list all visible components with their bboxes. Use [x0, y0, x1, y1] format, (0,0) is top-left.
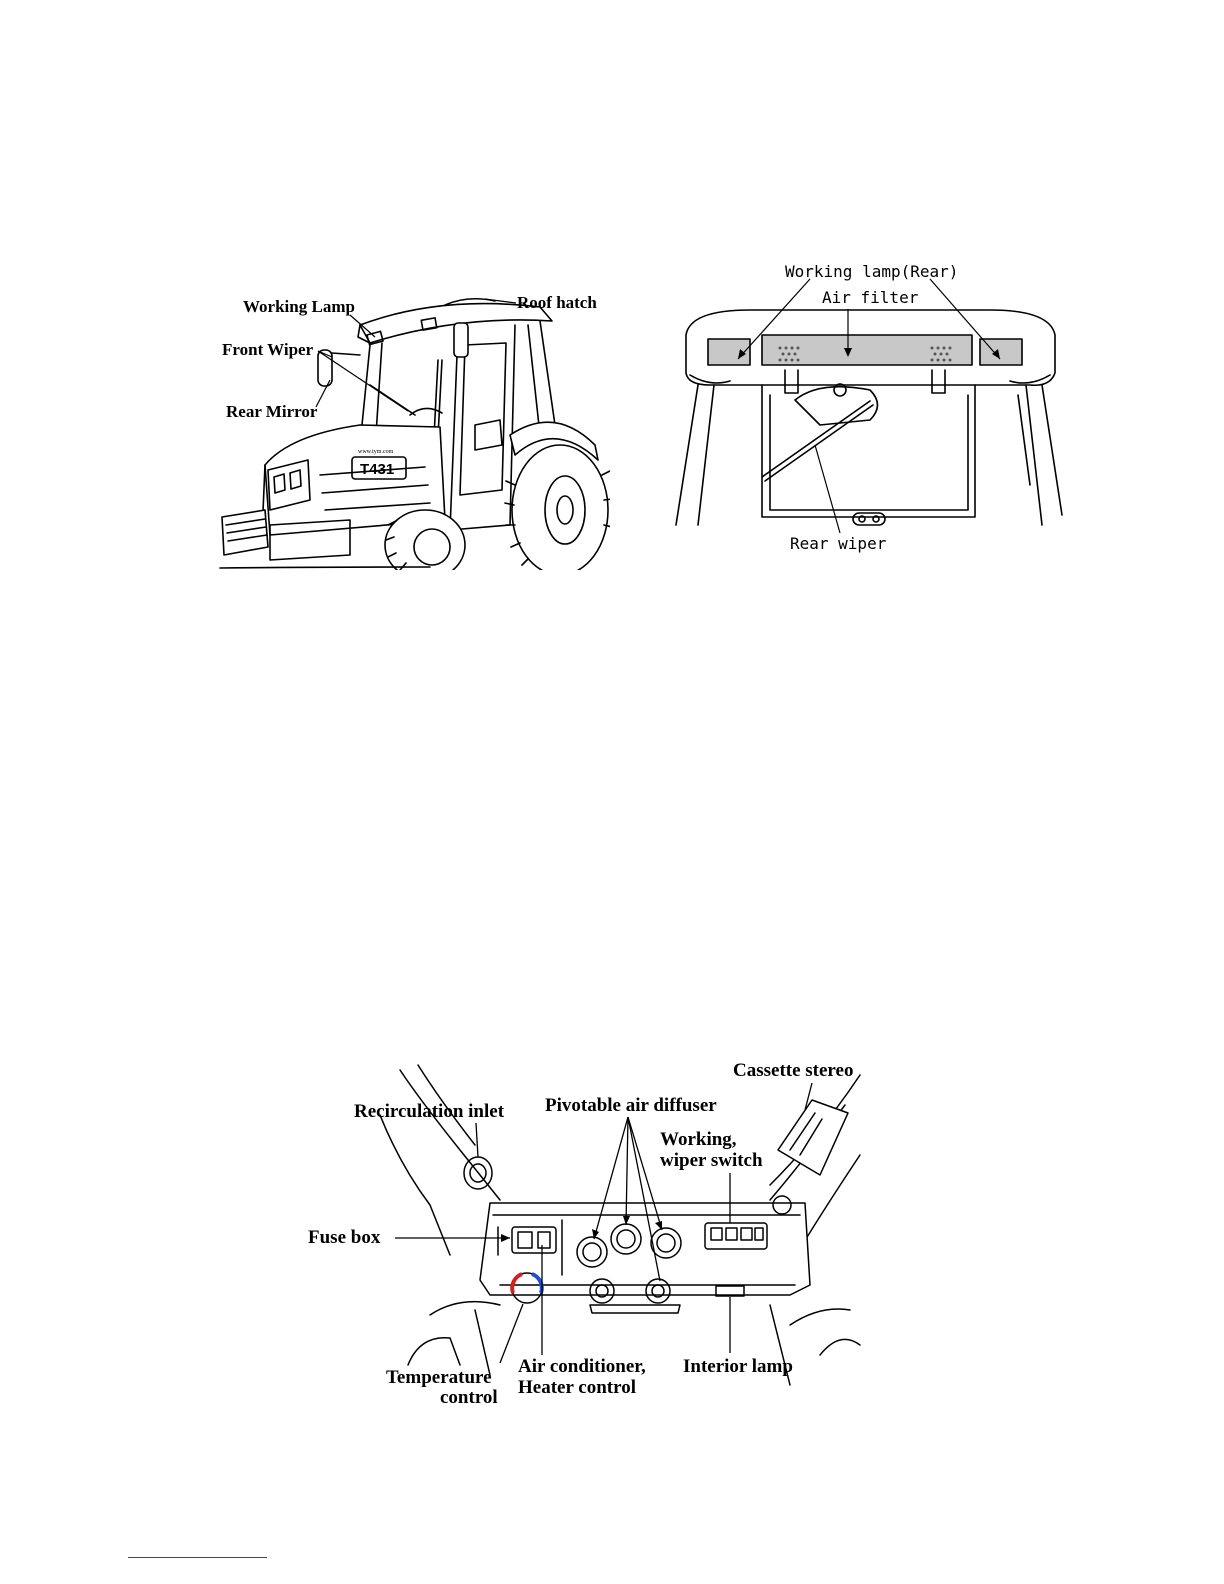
- leader-recirculation: [476, 1123, 478, 1157]
- model-text: T431: [360, 461, 395, 478]
- leader-roof-hatch: [485, 299, 516, 303]
- footer-link-underline: [128, 1557, 267, 1558]
- label-working-switch-line2: wiper switch: [660, 1150, 763, 1171]
- website-text: www.tym.com: [358, 449, 394, 455]
- front-wheel: [385, 510, 465, 570]
- leader-temperature: [500, 1304, 523, 1363]
- air-filter-shape: [762, 335, 972, 365]
- tractor-cab-figure: [210, 285, 610, 570]
- label-pivotable-air-diffuser: Pivotable air diffuser: [545, 1095, 717, 1116]
- label-working-switch-line1: Working,: [660, 1129, 737, 1150]
- label-ac-heater-line2: Heater control: [518, 1377, 637, 1398]
- label-temperature-line2: control: [440, 1387, 498, 1408]
- cab-rear-figure: [670, 255, 1070, 560]
- leader-rear-wiper: [815, 445, 840, 533]
- cab-ceiling-figure: [300, 1055, 900, 1415]
- cassette-stereo: [778, 1100, 848, 1175]
- label-fuse-box: Fuse box: [308, 1227, 381, 1248]
- label-cassette-stereo: Cassette stereo: [733, 1060, 854, 1081]
- label-rear-wiper: Rear wiper: [790, 534, 887, 553]
- label-temperature-line1: Temperature: [386, 1367, 492, 1388]
- rear-wheel: [512, 445, 608, 570]
- label-recirculation-inlet: Recirculation inlet: [354, 1101, 505, 1122]
- rear-wiper-shape: [762, 401, 870, 477]
- label-interior-lamp: Interior lamp: [683, 1356, 793, 1377]
- label-roof-hatch: Roof hatch: [517, 293, 597, 312]
- rear-plate: [853, 513, 885, 525]
- label-air-filter: Air filter: [822, 288, 919, 307]
- label-rear-mirror: Rear Mirror: [226, 402, 318, 421]
- label-working-lamp: Working Lamp: [243, 297, 355, 316]
- rear-window: [762, 385, 975, 517]
- label-front-wiper: Front Wiper: [222, 340, 314, 359]
- label-ac-heater-line1: Air conditioner,: [518, 1356, 646, 1377]
- label-working-lamp-rear: Working lamp(Rear): [785, 262, 959, 281]
